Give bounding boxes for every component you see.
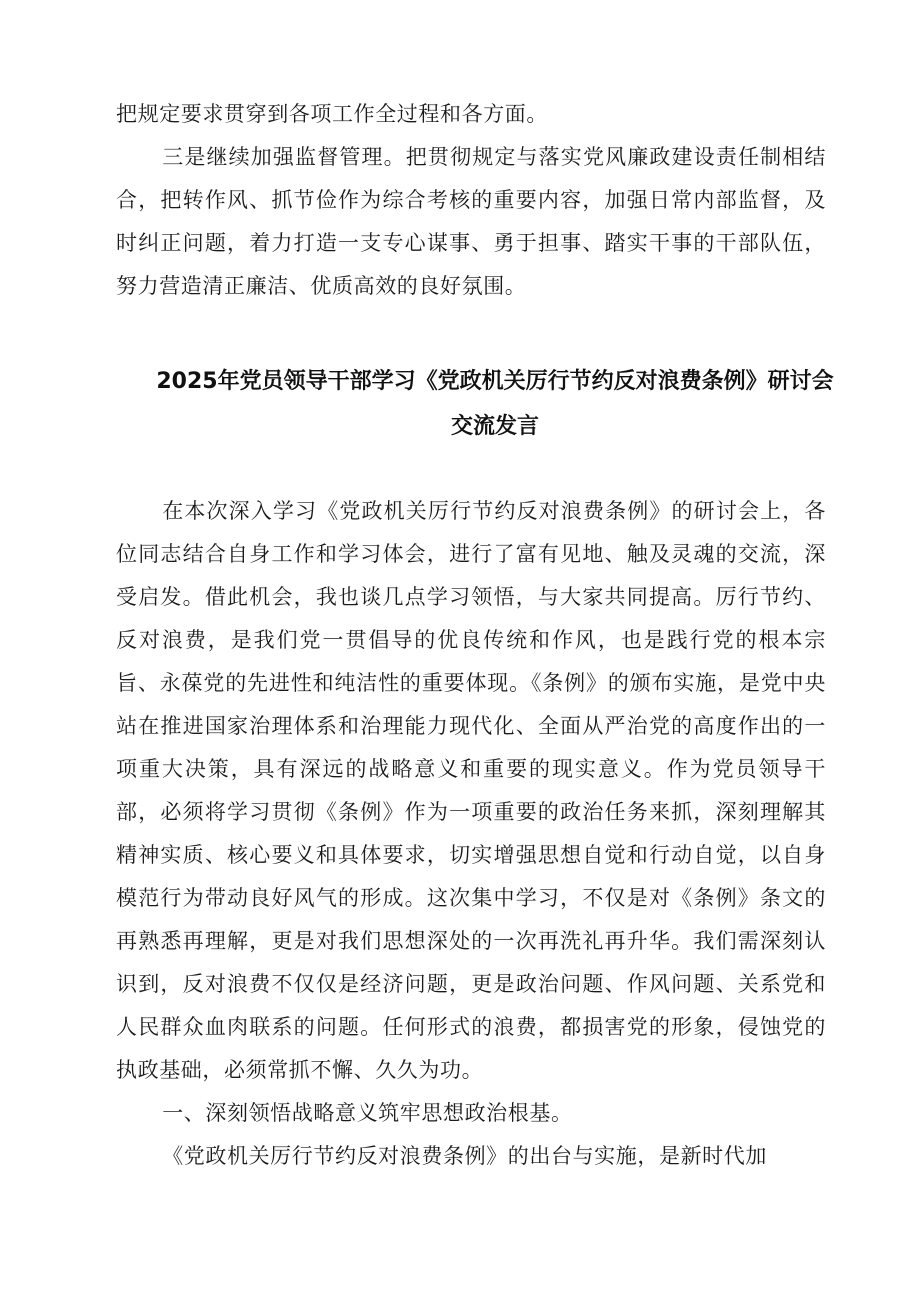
- speech-title: 2025年党员领导干部学习《党政机关厉行节约反对浪费条例》研讨会交流发言: [156, 369, 834, 439]
- continuation-paragraph: 把规定要求贯穿到各项工作全过程和各方面。: [116, 102, 548, 126]
- section-one-heading: 一、深刻领悟战略意义筑牢思想政治根基。: [162, 1101, 573, 1125]
- previous-section-text: [116, 93, 826, 308]
- section-one-paragraph: 《党政机关厉行节约反对浪费条例》的出台与实施，是新时代加: [162, 1144, 767, 1168]
- point-three-paragraph: 三是继续加强监督管理。把贯彻规定与落实党风廉政建设责任制相结合，把转作风、抓节俭作为综合考核的重要内容，加强日常内部监督，及时纠正问题，着力打造一支专心谋事、勇于担事、踏实干事的干部队伍，努力营造清正廉洁、优质高效的良好氛围。: [116, 145, 826, 298]
- intro-paragraph: 在本次深入学习《党政机关厉行节约反对浪费条例》的研讨会上，各位同志结合自身工作和学习体会，进行了富有见地、触及灵魂的交流，深受启发。借此机会，我也谈几点学习领悟，与大家共同提高。厉行节约、反对浪费，是我们党一贯倡导的优良传统和作风，也是践行党的根本宗旨、永葆党的先进性和纯洁性的重要体现。《条例》的颁布实施，是党中央站在推进国家治理体系和治理能力现代化、全面从严治党的高度作出的一项重大决策，具有深远的战略意义和重要的现实意义。作为党员领导干部，必须将学习贯彻《条例》作为一项重要的政治任务来抓，深刻理解其精神实质、核心要义和具体要求，切实增强思想自觉和行动自觉，以自身模范行为带动良好风气的形成。这次集中学习，不仅是对《条例》条文的再熟悉再理解，更是对我们思想深处的一次再洗礼再升华。我们需深刻认识到，反对浪费不仅仅是经济问题，更是政治问题、作风问题、关系党和人民群众血肉联系的问题。任何形式的浪费，都损害党的形象，侵蚀党的执政基础，必须常抓不懈、久久为功。: [116, 499, 826, 1082]
- speech-body: [116, 490, 826, 1178]
